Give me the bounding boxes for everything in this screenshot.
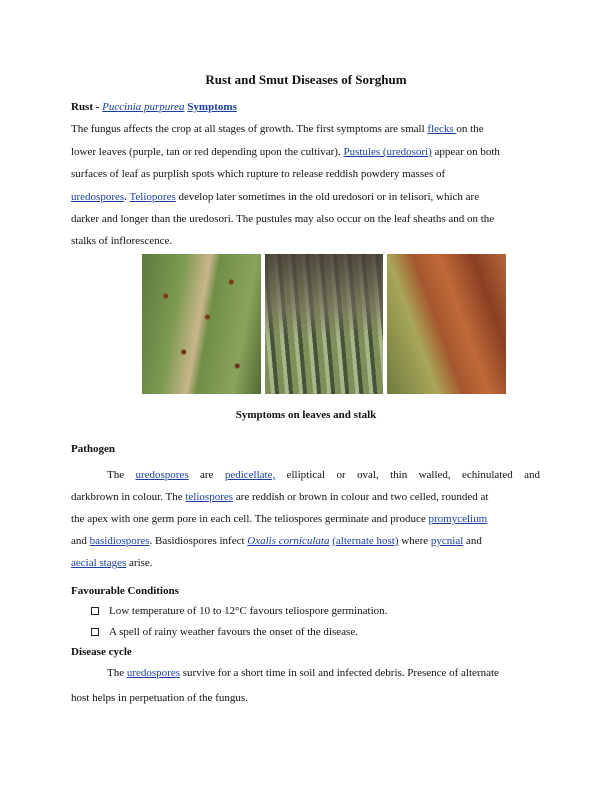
aecial-stages-link[interactable]: aecial stages (71, 557, 127, 569)
text-span: or (336, 469, 346, 481)
rust-text-line: darker and longer than the uredosori. The pustules may also occur on the leaf sheaths and on the (71, 213, 495, 225)
text-span: where (398, 535, 431, 547)
pathogen-text-line (71, 534, 482, 548)
pathogen-text-line (71, 556, 153, 570)
cycle-text-line: host helps in perpetuation of the fungus. (71, 692, 248, 704)
text-span: and (71, 535, 90, 547)
text-span: . (124, 191, 130, 203)
promycelium-link[interactable]: promycelium (428, 513, 488, 525)
pathogen-text-line (71, 490, 488, 504)
text-span: The fungus affects the crop at all stages of growth. The first symptoms are small (71, 123, 428, 135)
text-span: echinulated (462, 469, 513, 481)
favourable-item: Low temperature of 10 to 12°C favours teliospore germination. (109, 605, 388, 617)
leaf-rust-photo (142, 254, 261, 394)
pycnial-link[interactable]: pycnial (430, 535, 464, 547)
page-title: Rust and Smut Diseases of Sorghum (205, 72, 407, 87)
flecks-link[interactable]: flecks (427, 123, 457, 135)
bullet-icon (91, 628, 99, 636)
oxalis-link[interactable]: Oxalis corniculata (247, 535, 330, 547)
stalk-rust-photo (387, 254, 506, 394)
rust-text-line: surfaces of leaf as purplish spots which rupture to release reddish powdery masses of (71, 168, 446, 180)
figure-caption: Symptoms on leaves and stalk (235, 409, 377, 421)
panicle-stalk-photo (265, 254, 384, 394)
pathogen-text-line (71, 512, 487, 526)
text-span: lower leaves (purple, tan or red depending upon the cultivar). (71, 146, 344, 158)
text-span: and (524, 469, 540, 481)
favourable-heading: Favourable Conditions (71, 585, 179, 597)
text-span: thin (390, 469, 408, 481)
cycle-text-line (107, 666, 499, 680)
alternate-host-link[interactable]: (alternate host) (332, 535, 399, 547)
text-span: The (107, 667, 127, 679)
text-span: develop later sometimes in the old uredosori or in telisori, which are (175, 191, 480, 203)
teliospores-link[interactable]: teliospores (185, 491, 234, 503)
puccinia-link[interactable]: Puccinia purpurea (102, 101, 185, 113)
teliopores-link[interactable]: Teliopores (129, 191, 176, 203)
symptoms-link[interactable]: Symptoms (187, 101, 237, 113)
uredospores-link[interactable]: uredospores (71, 191, 125, 203)
bullet-icon (91, 607, 99, 615)
pathogen-text-line (107, 468, 540, 482)
text-span: elliptical (286, 469, 326, 481)
text-span: on the (456, 123, 484, 135)
text-span: walled, (418, 469, 451, 481)
rust-heading (71, 100, 237, 114)
uredospores-link[interactable]: uredospores (135, 469, 189, 481)
pathogen-heading: Pathogen (71, 443, 115, 455)
text-span: and (463, 535, 482, 547)
basidiospores-link[interactable]: basidiospores (89, 535, 150, 547)
pustules-link[interactable]: Pustules (uredosori) (343, 146, 432, 158)
text-span: oval, (357, 469, 379, 481)
rust-text-line (71, 145, 500, 159)
text-span: appear on both (431, 146, 500, 158)
pedicellate-link[interactable]: pedicellate, (224, 469, 276, 481)
text-span: are (200, 469, 214, 481)
uredospores-link[interactable]: uredospores (126, 667, 181, 679)
symptoms-figure (142, 254, 506, 394)
text-span: the apex with one germ pore in each cell. The teliospores germinate and produce (71, 513, 429, 525)
rust-text-line: stalks of inflorescence. (71, 235, 173, 247)
text-span: arise. (126, 557, 153, 569)
text-span: The (107, 469, 125, 481)
text-span: . Basidiospores infect (149, 535, 248, 547)
rust-label: Rust - (71, 101, 103, 113)
favourable-item: A spell of rainy weather favours the onset of the disease. (109, 626, 358, 638)
disease-cycle-heading: Disease cycle (71, 646, 132, 658)
rust-text-line (71, 122, 484, 136)
text-span: survive for a short time in soil and infected debris. Presence of alternate (180, 667, 499, 679)
text-span: darkbrown in colour. The (71, 491, 186, 503)
text-span: are reddish or brown in colour and two celled, rounded at (233, 491, 489, 503)
rust-text-line (71, 190, 479, 204)
